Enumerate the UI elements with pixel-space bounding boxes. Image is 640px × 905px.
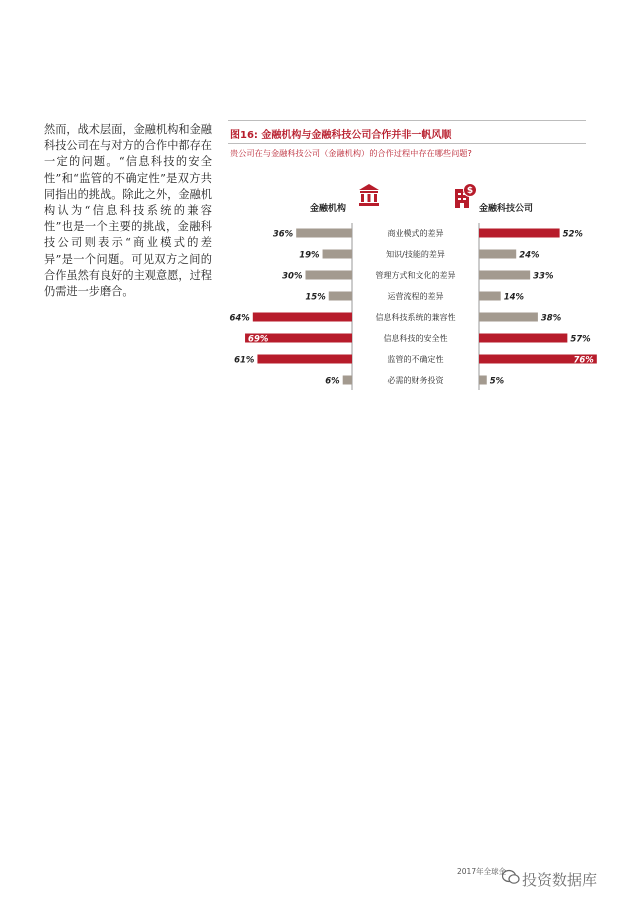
left-value-label: 64% (229, 313, 250, 324)
right-value-label: 5% (489, 376, 505, 387)
left-bar (306, 271, 353, 280)
left-value-label: 69% (248, 334, 269, 345)
category-label: 知识/技能的差异 (386, 250, 445, 259)
page-footer: 2017年全球金 (457, 867, 507, 876)
right-bar (479, 292, 501, 301)
left-bar (296, 229, 352, 238)
body-paragraph: 然而，战术层面，金融机构和金融科技公司在与对方的合作中都存在一定的问题。“信息科技的安全性”和“监管的不确定性”是双方共同指出的挑战。除此之外，金融机构认为“信息科技系统的兼容性”也是一个主要的挑战，金融科技公司则表示“商业模式的差异”是一个问题。可见双方之间的合作虽然有良好的主观意愿，过程仍需进一步磨合。 (44, 123, 212, 299)
category-label: 管理方式和文化的差异 (375, 271, 456, 280)
category-label: 商业模式的差异 (387, 229, 444, 238)
left-bar (343, 376, 352, 385)
right-bar (479, 250, 516, 259)
legend-fintech-companies: 金融科技公司 (479, 204, 534, 214)
svg-text:$: $ (466, 186, 474, 196)
right-value-label: 76% (573, 355, 594, 366)
right-bar (479, 376, 487, 385)
legend-financial-institutions: 金融机构 (310, 204, 347, 214)
left-bar (323, 250, 352, 259)
right-value-label: 57% (570, 334, 591, 345)
left-value-label: 61% (234, 355, 255, 366)
category-label: 必需的财务投资 (387, 376, 444, 385)
chart-title: 图16: 金融机构与金融科技公司合作并非一帆风顺 (230, 130, 452, 141)
right-bar (479, 229, 560, 238)
left-bar (257, 355, 352, 364)
category-label: 信息科技的安全性 (383, 334, 448, 343)
right-value-label: 52% (562, 229, 583, 240)
left-bar (329, 292, 352, 301)
left-bar (253, 313, 352, 322)
category-label: 运营流程的差异 (387, 292, 444, 301)
chart-subtitle: 贵公司在与金融科技公司（金融机构）的合作过程中存在哪些问题? (230, 148, 472, 158)
wechat-icon (502, 869, 520, 885)
left-value-label: 15% (305, 292, 326, 303)
category-label: 监管的不确定性 (387, 355, 444, 364)
left-value-label: 19% (299, 250, 320, 261)
right-value-label: 24% (519, 250, 540, 261)
left-value-label: 36% (272, 229, 294, 240)
watermark-text: 投资数据库 (522, 871, 598, 889)
right-value-label: 33% (533, 271, 554, 282)
right-value-label: 14% (503, 292, 525, 303)
left-value-label: 30% (282, 271, 303, 282)
right-bar (479, 313, 538, 322)
right-value-label: 38% (540, 313, 562, 324)
category-label: 信息科技系统的兼容性 (375, 313, 456, 322)
right-bar (479, 334, 567, 343)
left-value-label: 6% (325, 376, 340, 387)
right-bar (479, 271, 530, 280)
